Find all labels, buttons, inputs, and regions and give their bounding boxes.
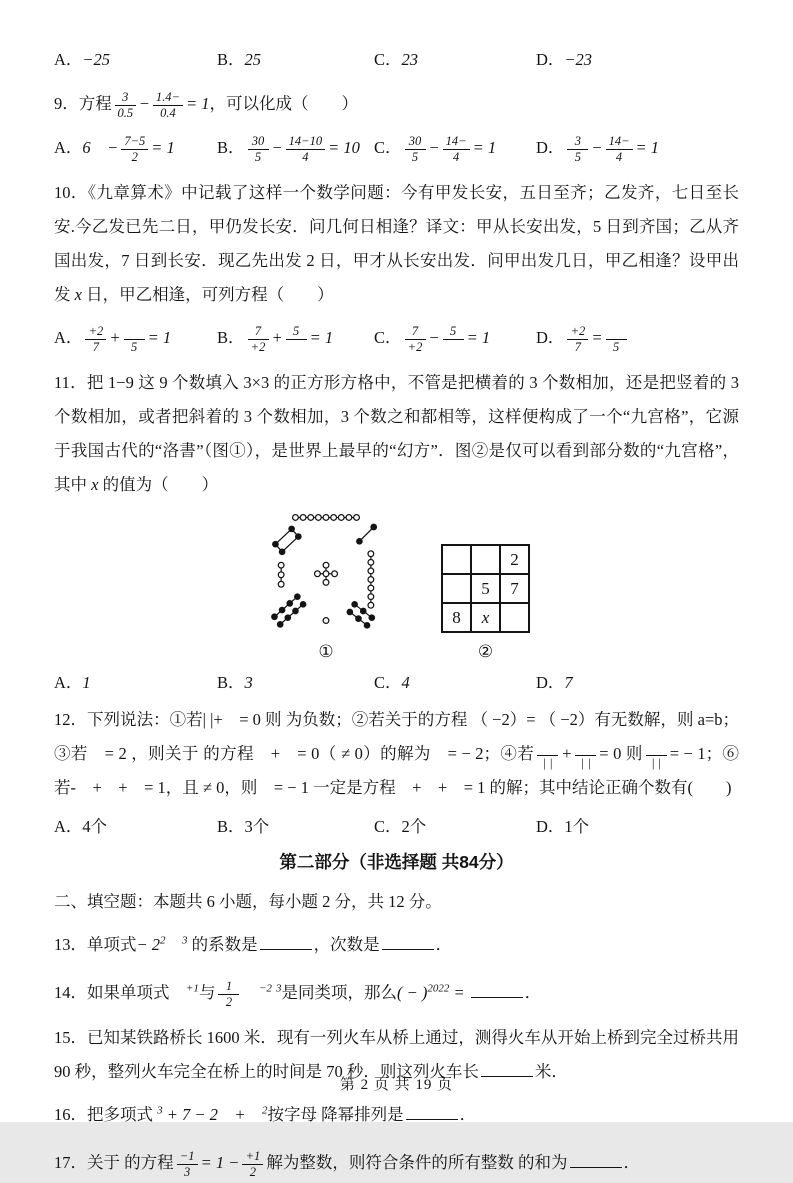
option-a	[54, 669, 217, 693]
answer-blank	[471, 992, 523, 998]
math-segment: = 1	[466, 328, 491, 347]
text-segment: 与	[198, 983, 216, 1002]
option-label: B．	[217, 673, 245, 692]
gap	[166, 935, 183, 954]
figure-1-label: ①	[318, 642, 334, 661]
grid-cell	[442, 574, 471, 603]
option-c	[374, 318, 536, 358]
option-value: 3	[244, 673, 253, 692]
frac-numerator: +2	[567, 325, 588, 340]
option-label: A．	[54, 673, 83, 692]
math-segment: = 1 −	[200, 1153, 240, 1172]
option-label: D．	[536, 328, 565, 347]
math-segment: −	[428, 328, 440, 347]
question-11-options	[54, 669, 739, 693]
grid-cell: x	[471, 603, 500, 632]
option-label: D．	[536, 817, 565, 836]
text-segment: ．	[435, 935, 453, 954]
option-value: 2个	[401, 817, 427, 836]
frac-denominator: 5	[411, 149, 419, 164]
grid-cell: 7	[500, 574, 529, 603]
option-value: −25	[82, 50, 111, 69]
exponent: 2	[160, 934, 166, 947]
frac-denominator: 7	[574, 339, 582, 354]
frac-numerator	[537, 741, 558, 756]
fraction	[606, 325, 627, 354]
question-12-stem	[54, 703, 739, 805]
frac-numerator	[124, 325, 145, 340]
math-segment: − 2	[136, 935, 161, 954]
option-label: B．	[217, 138, 245, 157]
exponent: −2	[258, 982, 272, 995]
option-label: A．	[54, 328, 83, 347]
math-segment: +	[109, 328, 121, 347]
question-11-figures	[54, 506, 739, 663]
fraction	[405, 325, 426, 354]
frac-numerator: 7	[405, 325, 426, 340]
question-10-options	[54, 318, 739, 358]
frac-denominator: 4	[615, 149, 623, 164]
math-segment: = 1	[635, 138, 660, 157]
gap	[242, 983, 259, 1002]
option-b	[217, 128, 374, 168]
fraction	[537, 741, 558, 770]
answer-blank	[260, 944, 312, 950]
option-d	[536, 128, 739, 168]
frac-numerator: 14−10	[286, 135, 325, 150]
fraction	[575, 741, 596, 770]
option-label: D．	[536, 138, 565, 157]
frac-numerator: 30	[248, 135, 269, 150]
fraction	[124, 325, 145, 354]
section-heading: 第二部分（非选择题 共84分）	[279, 852, 514, 872]
frac-denominator: | |	[580, 755, 591, 770]
answer-blank	[382, 944, 434, 950]
fraction	[567, 325, 588, 354]
magic-square-grid	[441, 544, 530, 633]
grid-cell: 5	[471, 574, 500, 603]
text-segment: = − 1；⑥若- + + = 1，且 ≠ 0，则 = − 1 一定是方程 + + = 1 的解；其中结论正确个数有( )	[54, 744, 739, 797]
exponent: 2	[262, 1104, 268, 1117]
fraction	[115, 91, 136, 120]
fraction	[248, 325, 269, 354]
option-d	[536, 669, 739, 693]
math-segment: −	[428, 138, 440, 157]
fraction	[286, 135, 325, 164]
frac-numerator	[606, 325, 627, 340]
question-9-stem	[54, 84, 739, 124]
option-label: B．	[217, 817, 245, 836]
option-label: B．	[217, 328, 245, 347]
grid-cell	[442, 545, 471, 574]
math-segment: +	[271, 328, 283, 347]
fraction	[286, 325, 307, 354]
text-segment: 14．如果单项式	[54, 983, 186, 1002]
math-segment: =	[449, 983, 469, 1002]
frac-numerator: 3	[567, 135, 588, 150]
frac-denominator: 4	[453, 149, 460, 164]
question-14	[54, 973, 739, 1013]
frac-denominator: 4	[302, 149, 309, 164]
grid-cell	[471, 545, 500, 574]
option-label: A．	[54, 817, 83, 836]
option-label: D．	[536, 673, 565, 692]
option-b	[217, 813, 374, 837]
fraction	[606, 135, 633, 164]
text-segment: 解为整数，则符合条件的所有整数 的和为	[266, 1153, 568, 1172]
text-segment: ．	[459, 1105, 477, 1124]
option-label: D．	[536, 50, 565, 69]
text-segment: 的值为（ ）	[98, 475, 219, 494]
math-segment: = 1	[151, 138, 175, 157]
text-segment: 17．关于 的方程	[54, 1153, 174, 1172]
frac-numerator: 5	[443, 325, 464, 340]
luoshu-diagram	[263, 506, 389, 632]
option-a	[54, 46, 217, 70]
frac-numerator: −1	[177, 1150, 198, 1165]
frac-denominator: 5	[130, 339, 138, 354]
fraction	[443, 325, 464, 354]
option-value: 23	[401, 50, 419, 69]
question-9-options	[54, 128, 739, 168]
answer-blank	[570, 1162, 622, 1168]
frac-denominator: | |	[542, 755, 553, 770]
option-value: 4	[401, 673, 410, 692]
frac-numerator: 7−5	[121, 135, 148, 150]
fraction	[567, 135, 588, 164]
answer-blank	[406, 1114, 458, 1120]
frac-numerator: +1	[242, 1150, 263, 1165]
frac-denominator: 5	[574, 149, 582, 164]
text-segment: ．	[623, 1153, 641, 1172]
option-c	[374, 128, 536, 168]
frac-numerator: 5	[286, 325, 307, 340]
frac-denominator: 2	[249, 1164, 257, 1179]
text-segment: ，次数是	[313, 935, 380, 954]
option-value: 25	[244, 50, 262, 69]
fraction	[242, 1150, 263, 1179]
math-segment: −	[138, 94, 150, 113]
grid-cell	[500, 603, 529, 632]
text-segment: 16．把多项式	[54, 1105, 158, 1124]
math-variable: x	[74, 285, 82, 304]
fraction	[218, 980, 239, 1009]
text-segment: 11．把 1−9 这 9 个数填入 3×3 的正方形方格中，不管是把横着的 3 个数相加，还是把竖着的 3 个数相加，或者把斜着的 3 个数相加，3 个数之和都相等，这样便构成了一个“九宫格”，它源于我国古代的“洛書”（图①），是世界上最早的“幻方”．图②是仅可以看到部分数的“九宫格”，其中	[54, 373, 739, 494]
text-segment: 15．已知某铁路桥长 1600 米．现有一列火车从桥上通过，测得火车从开始上桥到完全过桥共用 90 秒，整列火车完全在桥上的时间是 70 秒．则这列火车长	[54, 1028, 739, 1081]
math-segment: ( − )	[397, 983, 428, 1002]
frac-denominator: 2	[225, 994, 233, 1009]
text-segment: 日，甲乙相逢，可列方程（ ）	[81, 285, 334, 304]
math-segment: = 1	[309, 328, 334, 347]
text-segment: 按字母 降幂排列是	[267, 1105, 404, 1124]
frac-numerator: 7	[248, 325, 269, 340]
frac-denominator: +2	[250, 339, 266, 354]
math-segment: +	[561, 744, 573, 763]
option-d	[536, 813, 739, 837]
text-segment: ．	[524, 983, 542, 1002]
figure-2	[441, 544, 530, 663]
fraction	[443, 135, 470, 164]
option-a	[54, 813, 217, 837]
option-c	[374, 46, 536, 70]
text-segment: 9．方程	[54, 94, 112, 113]
exponent: +1	[186, 982, 199, 995]
grid-cell: 8	[442, 603, 471, 632]
frac-numerator	[575, 741, 596, 756]
frac-denominator	[443, 340, 464, 354]
fill-in-intro: 二、填空题：本题共 6 小题，每小题 2 分，共 12 分。	[54, 892, 442, 911]
frac-numerator: 1	[218, 980, 239, 995]
option-label: C．	[374, 328, 402, 347]
exponent: 3	[276, 982, 282, 995]
page-footer: 第 2 页 共 19 页	[339, 1077, 454, 1093]
text-segment: 米．	[534, 1062, 568, 1081]
frac-numerator: 14−	[443, 135, 470, 150]
option-label: C．	[374, 50, 402, 69]
frac-denominator: 0.5	[117, 105, 134, 120]
option-value: −23	[564, 50, 593, 69]
fraction	[85, 325, 106, 354]
math-segment: −	[271, 138, 283, 157]
text-segment: ，可以化成（ ）	[209, 94, 358, 113]
math-segment: 6 −	[82, 138, 119, 157]
math-segment: + 7 − 2 +	[162, 1105, 263, 1124]
fraction	[153, 91, 183, 120]
option-b	[217, 669, 374, 693]
text-segment: 13．单项式	[54, 935, 137, 954]
question-10-stem	[54, 176, 739, 312]
option-label: C．	[374, 673, 402, 692]
option-a	[54, 318, 217, 358]
question-17	[54, 1143, 739, 1183]
fraction	[248, 135, 269, 164]
option-value: 7	[564, 673, 573, 692]
frac-denominator	[286, 340, 307, 354]
question-13	[54, 925, 739, 965]
option-value: 4个	[82, 817, 108, 836]
option-a	[54, 128, 217, 168]
option-label: C．	[374, 138, 402, 157]
math-segment: = 1	[185, 94, 210, 113]
frac-denominator: 0.4	[160, 105, 176, 120]
frac-denominator: 5	[612, 339, 620, 354]
exponent: 3	[182, 934, 188, 947]
option-c	[374, 669, 536, 693]
option-label: A．	[54, 138, 83, 157]
frac-numerator	[646, 741, 667, 756]
frac-denominator: +2	[407, 339, 423, 354]
fraction	[405, 135, 426, 164]
grid-cell: 2	[500, 545, 529, 574]
frac-denominator: 3	[184, 1164, 191, 1179]
figure-1	[263, 506, 389, 663]
option-value: 1个	[564, 817, 590, 836]
fraction	[177, 1150, 198, 1179]
frac-denominator: 2	[131, 149, 138, 164]
option-value: 1	[82, 673, 91, 692]
text-segment: = 0 则	[599, 744, 643, 763]
option-label: C．	[374, 817, 402, 836]
text-segment: 10．《九章算术》中记载了这样一个数学问题：今有甲发长安，五日至齐；乙发齐，七日至长安.今乙发已先二日，甲仍发长安．问几何日相逢？译文：甲从长安出发，5 日到齐国；乙从齐国出发，7 日到长安．现乙先出发 2 日，甲才从长安出发．问甲出发几日，甲乙相逢？设甲出发	[54, 183, 739, 304]
frac-numerator: 30	[405, 135, 426, 150]
text-segment: 是同类项，那么	[281, 983, 397, 1002]
fraction	[121, 135, 148, 164]
question-16	[54, 1095, 739, 1135]
math-variable: x	[91, 475, 99, 494]
option-label: A．	[54, 50, 83, 69]
frac-numerator: 1.4−	[153, 91, 183, 106]
exponent: 3	[157, 1104, 163, 1117]
question-8-options	[54, 46, 739, 70]
math-segment: = 1	[472, 138, 497, 157]
option-b	[217, 46, 374, 70]
option-label: B．	[217, 50, 245, 69]
frac-numerator: 3	[115, 91, 136, 106]
option-value: 3个	[244, 817, 270, 836]
frac-numerator: 14−	[606, 135, 633, 150]
frac-numerator: +2	[85, 325, 106, 340]
math-segment: −	[591, 138, 603, 157]
option-c	[374, 813, 536, 837]
math-segment: = 10	[328, 138, 360, 157]
figure-2-label: ②	[477, 642, 494, 661]
option-d	[536, 318, 739, 358]
math-segment: =	[591, 328, 603, 347]
question-12-options	[54, 813, 739, 837]
frac-denominator: 5	[254, 149, 262, 164]
math-segment: = 1	[147, 328, 172, 347]
option-b	[217, 318, 374, 358]
frac-denominator: 7	[92, 339, 100, 354]
question-11-stem	[54, 366, 739, 502]
frac-denominator: | |	[651, 755, 662, 770]
text-segment: 12．下列说法：①若| |+ = 0 则 为负数；②若关于的方程 （ −2）= （ −2）有无数解，则 a=b；③若 = 2 ，则关于 的方程 + = 0（ ≠ 0）的解为 = − 2；④若	[54, 710, 739, 763]
fraction	[646, 741, 667, 770]
option-d	[536, 46, 739, 70]
exponent: 2022	[427, 982, 450, 995]
text-segment: 的系数是	[187, 935, 258, 954]
